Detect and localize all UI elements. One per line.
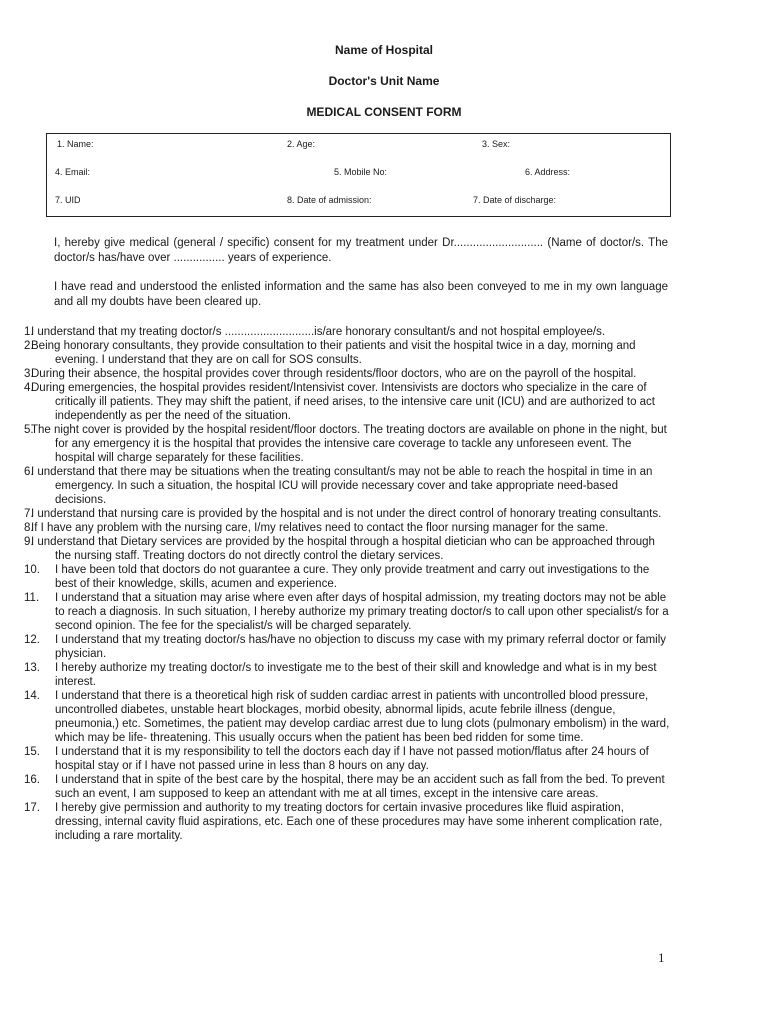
item-number: 5. bbox=[24, 424, 34, 436]
list-item bbox=[24, 381, 672, 423]
list-item bbox=[24, 591, 672, 633]
patient-info-box bbox=[46, 133, 671, 217]
item-number: 11. bbox=[24, 592, 40, 604]
item-number: 17. bbox=[24, 802, 40, 814]
list-item bbox=[24, 535, 672, 563]
form-title: MEDICAL CONSENT FORM bbox=[306, 105, 462, 119]
item-number: 6. bbox=[24, 466, 34, 478]
consent-items-list bbox=[24, 325, 672, 843]
item-number: 14. bbox=[24, 690, 40, 702]
consent-paragraph: I, hereby give medical (general / specific) consent for my treatment under Dr............................ (Name of doctor/s. The doctor/s has/have over ................ years of experience. bbox=[54, 237, 668, 264]
item-text: I hereby give permission and authority to my treating doctors for certain invasive procedures like fluid aspiration, dressing, internal cavity fluid aspirations, etc. Each one of these procedures may have some inherent complication rate, including a rare mortality. bbox=[55, 802, 663, 842]
item-number: 12. bbox=[24, 634, 40, 646]
list-item bbox=[24, 339, 672, 367]
item-text: I understand that a situation may arise where even after days of hospital admission, my treating doctors may not be able to reach a diagnosis. In such situation, I hereby authorize my primary treating doctor/s to call upon other specialist/s for a second opinion. The fee for the specialist/s will be charged separately. bbox=[55, 592, 669, 632]
list-item bbox=[24, 801, 672, 843]
item-text: I understand that Dietary services are provided by the hospital through a hospital dietician who can be approached through the nursing staff. Treating doctors do not directly control the dietary services. bbox=[31, 536, 655, 562]
list-item bbox=[24, 423, 672, 465]
item-text: During emergencies, the hospital provides resident/Intensivist cover. Intensivists are doctors who specialize in the care of critically ill patients. They may shift the patient, if need arises, to the intensive care unit (ICU) and are authorized to act independently as per the need of the situation. bbox=[31, 382, 655, 422]
item-text: I hereby authorize my treating doctor/s to investigate me to the best of their skill and knowledge and what is in my best interest. bbox=[55, 662, 657, 688]
item-number: 13. bbox=[24, 662, 40, 674]
list-item bbox=[24, 689, 672, 745]
item-number: 8. bbox=[24, 522, 34, 534]
admission-date-label: 8. Date of admission: bbox=[287, 195, 372, 205]
name-field-label: 1. Name: bbox=[57, 139, 94, 149]
item-number: 1. bbox=[24, 326, 34, 338]
list-item bbox=[24, 773, 672, 801]
item-text: I understand that my treating doctor/s has/have no objection to discuss my case with my primary referral doctor or family physician. bbox=[55, 634, 667, 660]
understanding-paragraph: I have read and understood the enlisted information and the same has also been conveyed to me in my own language and all my doubts have been cleared up. bbox=[54, 281, 668, 308]
item-text: I understand that nursing care is provided by the hospital and is not under the direct control of honorary treating consultants. bbox=[31, 508, 662, 520]
item-number: 9. bbox=[24, 536, 34, 548]
list-item bbox=[24, 465, 672, 507]
list-item bbox=[24, 633, 672, 661]
email-field-label: 4. Email: bbox=[55, 167, 91, 177]
item-number: 3. bbox=[24, 368, 34, 380]
sex-field-label: 3. Sex: bbox=[482, 139, 511, 149]
item-number: 2. bbox=[24, 340, 34, 352]
list-item bbox=[24, 507, 672, 521]
mobile-field-label: 5. Mobile No: bbox=[334, 167, 388, 177]
item-text: I understand that there is a theoretical high risk of sudden cardiac arrest in patients with uncontrolled blood pressure, uncontrolled diabetes, unstable heart blockages, morbid obesity, abnormal lipids, acute febrile illness (dengue, pneumonia,) etc. Sometimes, the patient may develop cardiac arrest due to lung clots (pulmonary embolism) in the ward, which may be life- threatening. This usually occurs when the patient has been bed ridden for some time. bbox=[55, 690, 670, 744]
item-number: 7. bbox=[24, 508, 34, 520]
item-number: 16. bbox=[24, 774, 40, 786]
age-field-label: 2. Age: bbox=[287, 139, 316, 149]
list-item bbox=[24, 745, 672, 773]
item-number: 4. bbox=[24, 382, 34, 394]
address-field-label: 6. Address: bbox=[525, 167, 571, 177]
discharge-date-label: 7. Date of discharge: bbox=[473, 195, 557, 205]
page-number: 1 bbox=[658, 950, 665, 965]
hospital-name: Name of Hospital bbox=[334, 43, 433, 57]
item-text: Being honorary consultants, they provide consultation to their patients and visit the hospital twice in a day, morning and evening. I understand that they are on call for SOS consults. bbox=[31, 340, 636, 366]
item-text: The night cover is provided by the hospital resident/floor doctors. The treating doctors are available on phone in the night, but for any emergency it is the hospital that provides the intensive care coverage to tackle any unforeseen event. The hospital will charge separately for these facilities. bbox=[31, 424, 667, 464]
list-item bbox=[24, 325, 672, 339]
item-text: I understand that in spite of the best care by the hospital, there may be an accident such as fall from the bed. To prevent such an event, I am supposed to keep an attendant with me at all times, except in the intensive care areas. bbox=[55, 774, 665, 800]
item-text: I understand that it is my responsibility to tell the doctors each day if I have not passed motion/flatus after 24 hours of hospital stay or if I have not passed urine in less than 8 hours on any day. bbox=[55, 746, 649, 772]
unit-name: Doctor's Unit Name bbox=[328, 74, 440, 88]
item-text: If I have any problem with the nursing care, I/my relatives need to contact the floor nursing manager for the same. bbox=[31, 522, 609, 534]
item-number: 15. bbox=[24, 746, 40, 758]
uid-field-label: 7. UID bbox=[55, 195, 81, 205]
list-item bbox=[24, 563, 672, 591]
item-text: I understand that there may be situations when the treating consultant/s may not be able to reach the hospital in time in an emergency. In such a situation, the hospital ICU will provide necessary cover and take appropriate need-based decisions. bbox=[31, 466, 653, 506]
list-item bbox=[24, 521, 672, 535]
list-item bbox=[24, 367, 672, 381]
item-text: I understand that my treating doctor/s ............................is/are honorary consultant/s and not hospital employee/s. bbox=[31, 326, 606, 338]
item-text: During their absence, the hospital provides cover through residents/floor doctors, who are on the payroll of the hospital. bbox=[31, 368, 637, 380]
list-item bbox=[24, 661, 672, 689]
item-text: I have been told that doctors do not guarantee a cure. They only provide treatment and carry out investigations to the best of their knowledge, skills, acumen and experience. bbox=[55, 564, 650, 590]
item-number: 10. bbox=[24, 564, 40, 576]
